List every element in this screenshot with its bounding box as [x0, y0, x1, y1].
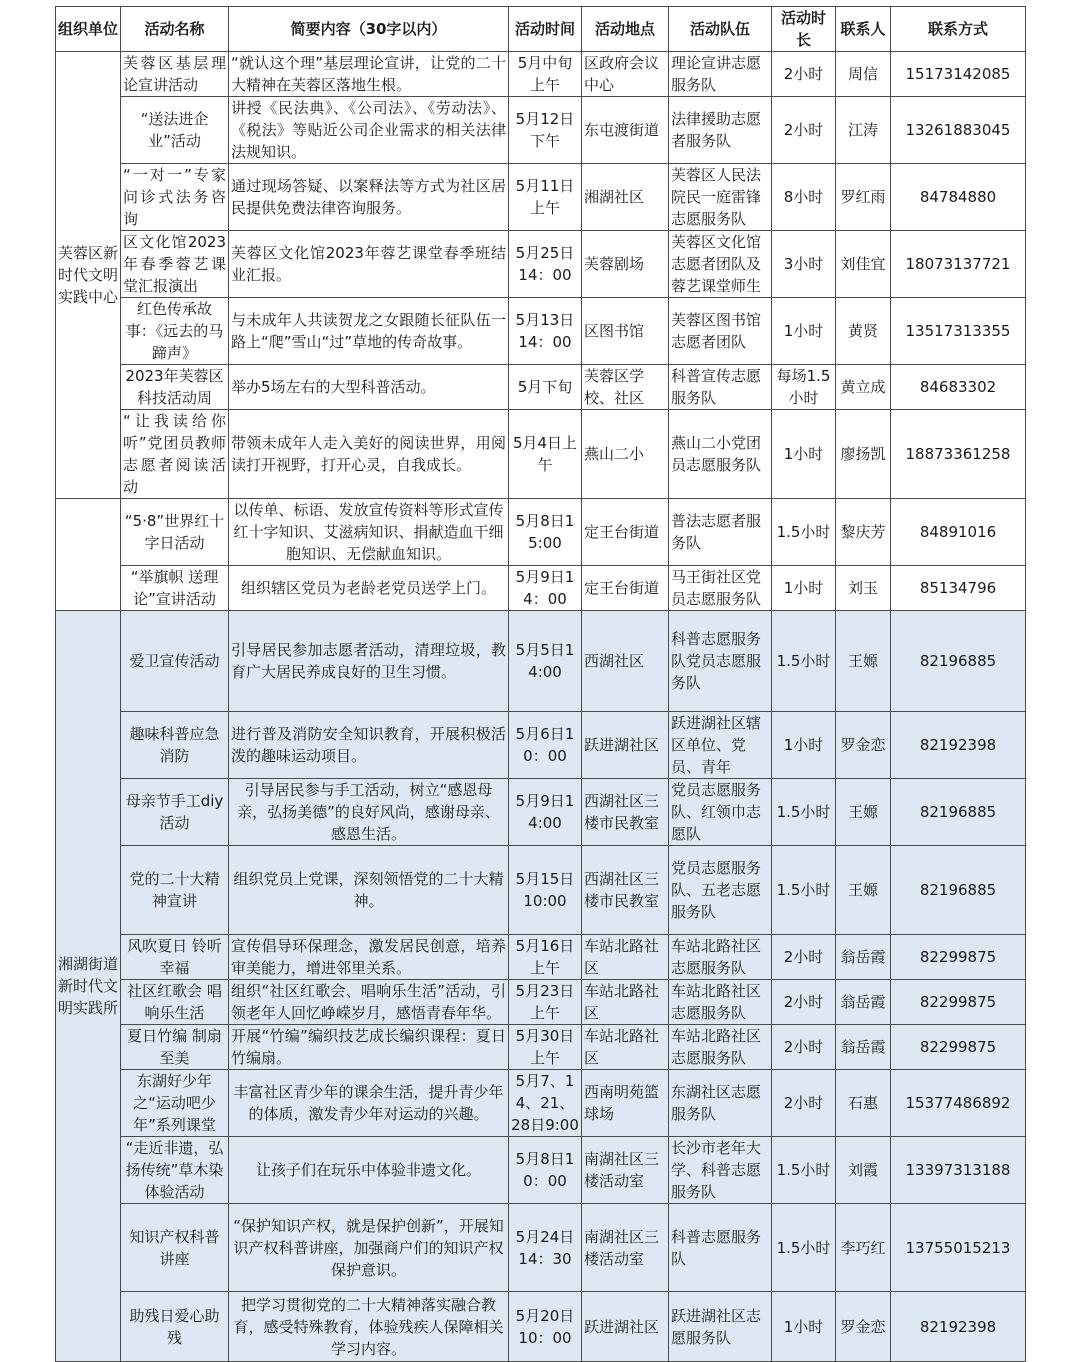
table-row — [56, 846, 1026, 935]
activity-content: 举办5场左右的大型科普活动。 — [229, 365, 509, 410]
activity-place: 车站北路社区 — [582, 935, 669, 980]
activity-content: 开展“竹编”编织技艺成长编织课程：夏日竹编扇。 — [229, 1025, 509, 1070]
activity-duration: 每场1.5小时 — [772, 365, 836, 410]
activity-phone: 82192398 — [891, 1292, 1026, 1362]
activity-team: 理论宣讲志愿服务队 — [669, 52, 772, 97]
activity-name: “5·8”世界红十字日活动 — [121, 499, 229, 566]
activity-duration: 2小时 — [772, 1070, 836, 1137]
header-team: 活动队伍 — [669, 7, 772, 52]
activity-name: 母亲节手工diy活动 — [121, 779, 229, 846]
activity-duration: 1小时 — [772, 410, 836, 499]
activity-place: 车站北路社区 — [582, 1025, 669, 1070]
activity-duration: 1小时 — [772, 712, 836, 779]
table-row — [56, 298, 1026, 365]
activity-name: 助残日爱心助残 — [121, 1292, 229, 1362]
activity-contact: 翁岳霞 — [836, 1025, 891, 1070]
activity-phone: 85134796 — [891, 566, 1026, 611]
activity-contact: 李巧红 — [836, 1204, 891, 1292]
table-row — [56, 566, 1026, 611]
table-row — [56, 935, 1026, 980]
activity-name: 趣味科普应急消防 — [121, 712, 229, 779]
activity-team: 燕山二小党团员志愿服务队 — [669, 410, 772, 499]
activity-team: 东湖社区志愿服务队 — [669, 1070, 772, 1137]
activity-team: 法律援助志愿者服务队 — [669, 97, 772, 164]
header-place: 活动地点 — [582, 7, 669, 52]
activity-duration: 2小时 — [772, 935, 836, 980]
org-cell: 芙蓉区新时代文明实践中心 — [56, 52, 121, 499]
activity-team: 跃进湖社区志愿服务队 — [669, 1292, 772, 1362]
activity-contact: 翁岳霞 — [836, 980, 891, 1025]
table-row — [56, 779, 1026, 846]
activity-table — [55, 6, 1026, 1362]
table-row — [56, 712, 1026, 779]
activity-content: 带领未成年人走入美好的阅读世界，用阅读打开视野，打开心灵，自我成长。 — [229, 410, 509, 499]
header-name: 活动名称 — [121, 7, 229, 52]
activity-contact: 翁岳霞 — [836, 935, 891, 980]
activity-time: 5月8日15:00 — [509, 499, 582, 566]
activity-phone: 82192398 — [891, 712, 1026, 779]
activity-name: 党的二十大精神宣讲 — [121, 846, 229, 935]
activity-duration: 2小时 — [772, 97, 836, 164]
activity-team: 跃进湖社区辖区单位、党员、青年 — [669, 712, 772, 779]
activity-name: 东湖好少年之“运动吧少年”系列课堂 — [121, 1070, 229, 1137]
activity-content: 组织“社区红歌会、唱响乐生活”活动，引领老年人回忆峥嵘岁月，感悟青春年华。 — [229, 980, 509, 1025]
activity-time: 5月9日14：00 — [509, 566, 582, 611]
table-row — [56, 611, 1026, 712]
table-row — [56, 410, 1026, 499]
header-content: 简要内容（30字以内） — [229, 7, 509, 52]
activity-place: 芙蓉区学校、社区 — [582, 365, 669, 410]
activity-place: 跃进湖社区 — [582, 1292, 669, 1362]
activity-place: 跃进湖社区 — [582, 712, 669, 779]
activity-place: 南湖社区三楼活动室 — [582, 1204, 669, 1292]
activity-content: 让孩子们在玩乐中体验非遗文化。 — [229, 1137, 509, 1204]
activity-team: 长沙市老年大学、科普志愿服务队 — [669, 1137, 772, 1204]
activity-phone: 84891016 — [891, 499, 1026, 566]
activity-phone: 18873361258 — [891, 410, 1026, 499]
activity-duration: 1.5小时 — [772, 846, 836, 935]
activity-team: 普法志愿者服务队 — [669, 499, 772, 566]
activity-content: 宣传倡导环保理念，激发居民创意，培养审美能力，增进邻里关系。 — [229, 935, 509, 980]
activity-time: 5月30日上午 — [509, 1025, 582, 1070]
table-row — [56, 1292, 1026, 1362]
table-row — [56, 365, 1026, 410]
activity-time: 5月20日10：00 — [509, 1292, 582, 1362]
table-row — [56, 499, 1026, 566]
activity-phone: 13517313355 — [891, 298, 1026, 365]
activity-content: 组织党员上党课，深刻领悟党的二十大精神。 — [229, 846, 509, 935]
table-row — [56, 231, 1026, 298]
activity-phone: 82196885 — [891, 611, 1026, 712]
activity-duration: 1.5小时 — [772, 499, 836, 566]
activity-name: 风吹夏日 铃听幸福 — [121, 935, 229, 980]
activity-duration: 2小时 — [772, 1025, 836, 1070]
activity-contact: 黄贤 — [836, 298, 891, 365]
activity-name: 芙蓉区基层理论宣讲活动 — [121, 52, 229, 97]
activity-phone: 82299875 — [891, 1025, 1026, 1070]
activity-phone: 13755015213 — [891, 1204, 1026, 1292]
activity-team: 车站北路社区志愿服务队 — [669, 935, 772, 980]
activity-phone: 82299875 — [891, 980, 1026, 1025]
activity-duration: 1.5小时 — [772, 1137, 836, 1204]
activity-name: “一对一”专家问诊式法务咨询 — [121, 164, 229, 231]
activity-team: 芙蓉区文化馆志愿者团队及蓉艺课堂师生 — [669, 231, 772, 298]
activity-team: 芙蓉区图书馆志愿者团队 — [669, 298, 772, 365]
activity-name: “举旗帜 送理论”宣讲活动 — [121, 566, 229, 611]
activity-time: 5月5日14:00 — [509, 611, 582, 712]
activity-content: 组织辖区党员为老龄老党员送学上门。 — [229, 566, 509, 611]
activity-place: 区图书馆 — [582, 298, 669, 365]
activity-time: 5月16日上午 — [509, 935, 582, 980]
activity-place: 芙蓉剧场 — [582, 231, 669, 298]
activity-name: “让我读给你听”党团员教师志愿者阅读活动 — [121, 410, 229, 499]
activity-contact: 石惠 — [836, 1070, 891, 1137]
activity-content: 引导居民参加志愿者活动，清理垃圾，教育广大居民养成良好的卫生习惯。 — [229, 611, 509, 712]
activity-duration: 1.5小时 — [772, 779, 836, 846]
header-duration: 活动时长 — [772, 7, 836, 52]
activity-contact: 王嫄 — [836, 846, 891, 935]
activity-time: 5月23日上午 — [509, 980, 582, 1025]
activity-place: 定王台街道 — [582, 566, 669, 611]
activity-place: 西南明苑篮球场 — [582, 1070, 669, 1137]
table-row — [56, 1070, 1026, 1137]
activity-name: 夏日竹编 制扇至美 — [121, 1025, 229, 1070]
activity-duration: 8小时 — [772, 164, 836, 231]
activity-place: 西湖社区三楼市民教室 — [582, 846, 669, 935]
activity-team: 芙蓉区人民法院民一庭雷锋志愿服务队 — [669, 164, 772, 231]
activity-contact: 黎庆芳 — [836, 499, 891, 566]
activity-duration: 1小时 — [772, 566, 836, 611]
activity-name: 知识产权科普讲座 — [121, 1204, 229, 1292]
activity-name: “送法进企业”活动 — [121, 97, 229, 164]
activity-contact: 刘玉 — [836, 566, 891, 611]
activity-content: 以传单、标语、发放宣传资料等形式宣传红十字知识、艾滋病知识、捐献造血干细胞知识、无偿献血知识。 — [229, 499, 509, 566]
activity-name: 红色传承故事：《远去的马蹄声》 — [121, 298, 229, 365]
activity-time: 5月4日上午 — [509, 410, 582, 499]
activity-content: 进行普及消防安全知识教育，开展积极活泼的趣味运动项目。 — [229, 712, 509, 779]
activity-place: 西湖社区 — [582, 611, 669, 712]
activity-content: 通过现场答疑、以案释法等方式为社区居民提供免费法律咨询服务。 — [229, 164, 509, 231]
table-row — [56, 52, 1026, 97]
activity-phone: 84784880 — [891, 164, 1026, 231]
activity-team: 科普宣传志愿服务队 — [669, 365, 772, 410]
activity-team: 车站北路社区志愿服务队 — [669, 1025, 772, 1070]
activity-contact: 王嫄 — [836, 779, 891, 846]
activity-place: 车站北路社区 — [582, 980, 669, 1025]
activity-name: 区文化馆2023年春季蓉艺课堂汇报演出 — [121, 231, 229, 298]
activity-team: 党员志愿服务队、五老志愿服务队 — [669, 846, 772, 935]
activity-time: 5月6日10：00 — [509, 712, 582, 779]
activity-contact: 罗金恋 — [836, 712, 891, 779]
activity-duration: 1小时 — [772, 1292, 836, 1362]
activity-phone: 13397313188 — [891, 1137, 1026, 1204]
activity-team: 车站北路社区志愿服务队 — [669, 980, 772, 1025]
table-row — [56, 1025, 1026, 1070]
activity-contact: 刘霞 — [836, 1137, 891, 1204]
activity-content: 与未成年人共读贺龙之女跟随长征队伍一路上“爬”雪山“过”草地的传奇故事。 — [229, 298, 509, 365]
activity-place: 定王台街道 — [582, 499, 669, 566]
activity-contact: 罗金恋 — [836, 1292, 891, 1362]
activity-time: 5月中旬上午 — [509, 52, 582, 97]
activity-content: 把学习贯彻党的二十大精神落实融合教育，感受特殊教育，体验残疾人保障相关学习内容。 — [229, 1292, 509, 1362]
activity-time: 5月15日10:00 — [509, 846, 582, 935]
table-row — [56, 164, 1026, 231]
activity-place: 东屯渡街道 — [582, 97, 669, 164]
activity-duration: 1.5小时 — [772, 611, 836, 712]
activity-phone: 18073137721 — [891, 231, 1026, 298]
activity-content: 芙蓉区文化馆2023年蓉艺课堂春季班结业汇报。 — [229, 231, 509, 298]
activity-time: 5月25日14：00 — [509, 231, 582, 298]
activity-time: 5月下旬 — [509, 365, 582, 410]
table-row — [56, 980, 1026, 1025]
activity-content: “保护知识产权，就是保护创新”，开展知识产权科普讲座，加强商户们的知识产权保护意识。 — [229, 1204, 509, 1292]
activity-duration: 3小时 — [772, 231, 836, 298]
header-time: 活动时间 — [509, 7, 582, 52]
activity-contact: 周信 — [836, 52, 891, 97]
activity-duration: 2小时 — [772, 52, 836, 97]
activity-place: 西湖社区三楼市民教室 — [582, 779, 669, 846]
header-row — [56, 7, 1026, 52]
activity-team: 马王街社区党员志愿服务队 — [669, 566, 772, 611]
activity-duration: 1.5小时 — [772, 1204, 836, 1292]
table-row — [56, 97, 1026, 164]
activity-place: 南湖社区三楼活动室 — [582, 1137, 669, 1204]
activity-contact: 刘佳宜 — [836, 231, 891, 298]
activity-content: 引导居民参与手工活动，树立“感恩母亲，弘扬美德”的良好风尚，感谢母亲、感恩生活。 — [229, 779, 509, 846]
activity-team: 科普志愿服务队党员志愿服务队 — [669, 611, 772, 712]
activity-content: “就认这个理”基层理论宣讲，让党的二十大精神在芙蓉区落地生根。 — [229, 52, 509, 97]
org-cell: 湘湖街道新时代文明实践所 — [56, 611, 121, 1362]
activity-team: 党员志愿服务队、红领巾志愿队 — [669, 779, 772, 846]
header-phone: 联系方式 — [891, 7, 1026, 52]
activity-duration: 2小时 — [772, 980, 836, 1025]
activity-time: 5月9日14:00 — [509, 779, 582, 846]
activity-phone: 15173142085 — [891, 52, 1026, 97]
header-contact: 联系人 — [836, 7, 891, 52]
activity-time: 5月11日上午 — [509, 164, 582, 231]
activity-contact: 江涛 — [836, 97, 891, 164]
table-row — [56, 1204, 1026, 1292]
activity-team: 科普志愿服务队 — [669, 1204, 772, 1292]
activity-contact: 罗红雨 — [836, 164, 891, 231]
activity-content: 讲授《民法典》、《公司法》、《劳动法》、《税法》等贴近公司企业需求的相关法律法规知识。 — [229, 97, 509, 164]
activity-time: 5月8日10：00 — [509, 1137, 582, 1204]
activity-phone: 15377486892 — [891, 1070, 1026, 1137]
activity-content: 丰富社区青少年的课余生活，提升青少年的体质，激发青少年对运动的兴趣。 — [229, 1070, 509, 1137]
activity-place: 燕山二小 — [582, 410, 669, 499]
activity-phone: 82196885 — [891, 779, 1026, 846]
header-org: 组织单位 — [56, 7, 121, 52]
activity-phone: 13261883045 — [891, 97, 1026, 164]
activity-name: 社区红歌会 唱响乐生活 — [121, 980, 229, 1025]
activity-time: 5月13日14：00 — [509, 298, 582, 365]
activity-contact: 王嫄 — [836, 611, 891, 712]
table-row — [56, 1137, 1026, 1204]
activity-phone: 84683302 — [891, 365, 1026, 410]
activity-phone: 82196885 — [891, 846, 1026, 935]
activity-name: 2023年芙蓉区科技活动周 — [121, 365, 229, 410]
activity-place: 区政府会议中心 — [582, 52, 669, 97]
activity-name: “走近非遗，弘扬传统”草木染体验活动 — [121, 1137, 229, 1204]
activity-name: 爱卫宣传活动 — [121, 611, 229, 712]
activity-duration: 1小时 — [772, 298, 836, 365]
activity-time: 5月12日下午 — [509, 97, 582, 164]
activity-place: 湘湖社区 — [582, 164, 669, 231]
activity-contact: 廖扬凯 — [836, 410, 891, 499]
activity-time: 5月7、14、21、28日9:00 — [509, 1070, 582, 1137]
activity-phone: 82299875 — [891, 935, 1026, 980]
activity-time: 5月24日14：30 — [509, 1204, 582, 1292]
org-cell — [56, 499, 121, 611]
activity-contact: 黄立成 — [836, 365, 891, 410]
